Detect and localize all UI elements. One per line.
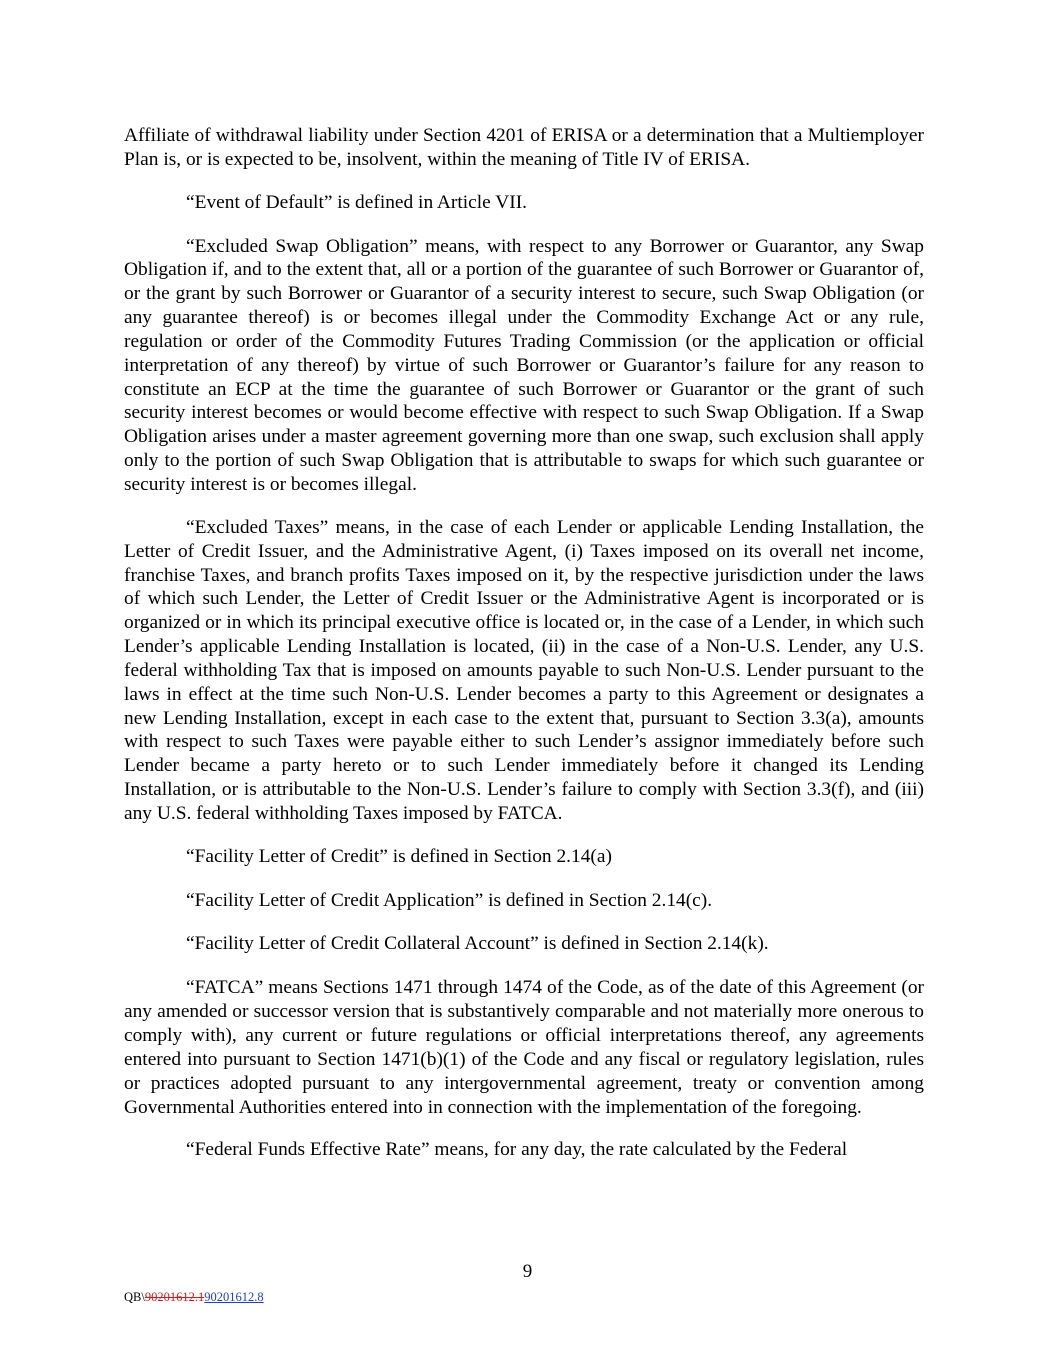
document-page [124,124,924,1181]
definition-event-of-default: “Event of Default” is defined in Article VII. [186,191,528,213]
definition-fatca: “FATCA” means Sections 1471 through 1474 of the Code, as of the date of this Agreement (or any amended or successor version that is substantively comparable and not materially more onerous to comply with), any current or future regulations or official interpretations thereof, any agreements entered into pursuant to Section 1471(b)(1) of the Code and any fiscal or regulatory legislation, rules or practices adopted pursuant to any intergovernmental agreement, treaty or convention among Governmental Authorities entered into in connection with the implementation of the foregoing. [124,977,924,1118]
footer-inserted-version: 90201612.8 [204,1290,264,1304]
definition-facility-letter-of-credit: “Facility Letter of Credit” is defined in Section 2.14(a) [186,845,612,867]
page-number: 9 [522,1261,533,1282]
definition-federal-funds-effective-rate: “Federal Funds Effective Rate” means, for any day, the rate calculated by the Federal [186,1139,848,1161]
definition-excluded-taxes: “Excluded Taxes” means, in the case of each Lender or applicable Lending Installation, the Letter of Credit Issuer, and the Administrative Agent, (i) Taxes imposed on its overall net income, franchise Taxes, and branch profits Taxes imposed on it, by the respective jurisdiction under the laws of which such Lender, the Letter of Credit Issuer or the Administrative Agent is incorporated or is organized or in which its principal executive office is located or, in the case of a Lender, in which such Lender’s applicable Lending Installation is located, (ii) in the case of a Non-U.S. Lender, any U.S. federal withholding Tax that is imposed on amounts payable to such Non-U.S. Lender pursuant to the laws in effect at the time such Non-U.S. Lender becomes a party to this Agreement or designates a new Lending Installation, except in each case to the extent that, pursuant to Section 3.3(a), amounts with respect to such Taxes were payable either to such Lender’s assignor immediately before such Lender became a party hereto or to such Lender immediately before it changed its Lending Installation, or is attributable to the Non-U.S. Lender’s failure to comply with Section 3.3(f), and (iii) any U.S. federal withholding Taxes imposed by FATCA. [124,516,924,824]
footer-prefix: QB\ [124,1290,145,1304]
paragraph-erisa-continuation: Affiliate of withdrawal liability under Section 4201 of ERISA or a determination that a Multiemployer Plan is, or is expected to be, insolvent, within the meaning of Title IV of ERISA. [124,125,924,170]
definition-facility-letter-of-credit-application: “Facility Letter of Credit Application” is defined in Section 2.14(c). [186,889,713,911]
definition-facility-letter-of-credit-collateral-account: “Facility Letter of Credit Collateral Account” is defined in Section 2.14(k). [186,933,769,955]
footer-deleted-version: 90201612.1 [144,1290,205,1304]
definition-excluded-swap-obligation: “Excluded Swap Obligation” means, with respect to any Borrower or Guarantor, any Swap Obligation if, and to the extent that, all or a portion of the guarantee of such Borrower or Guarantor of, or the grant by such Borrower or Guarantor of a security interest to secure, such Swap Obligation (or any guarantee thereof) is or becomes illegal under the Commodity Exchange Act or any rule, regulation or order of the Commodity Futures Trading Commission (or the application or official interpretation of any thereof) by virtue of such Borrower or Guarantor’s failure for any reason to constitute an ECP at the time the guarantee of such Borrower or Guarantor or the grant of such security interest becomes or would become effective with respect to such Swap Obligation. If a Swap Obligation arises under a master agreement governing more than one swap, such exclusion shall apply only to the portion of such Swap Obligation that is attributable to swaps for which such guarantee or security interest is or becomes illegal. [124,235,924,495]
document-footer-id [124,1290,264,1304]
